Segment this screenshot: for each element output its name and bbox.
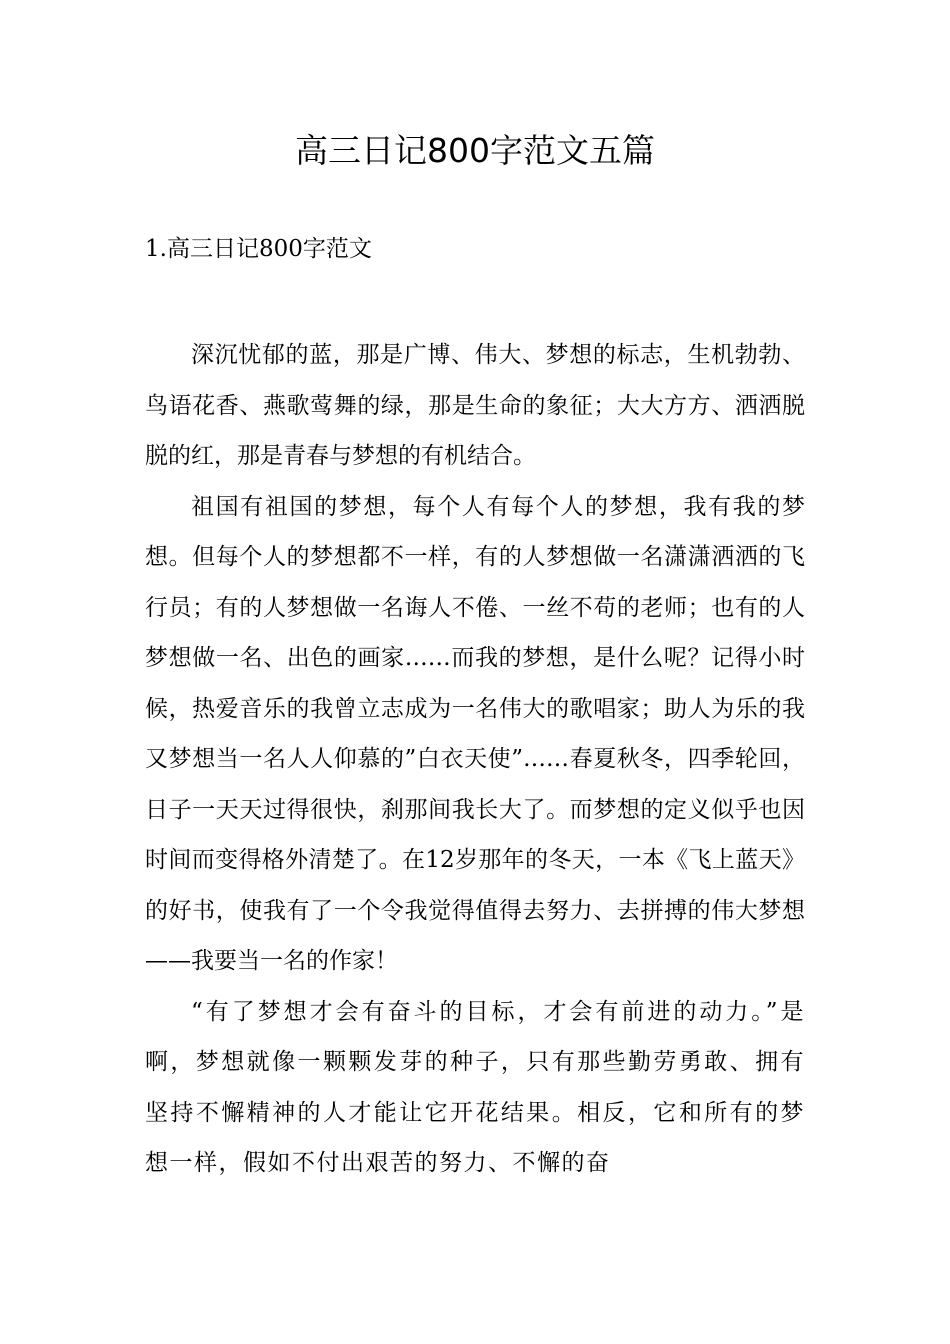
paragraph-1: 深沉忧郁的蓝，那是广博、伟大、梦想的标志，生机勃勃、鸟语花香、燕歌莺舞的绿，那是生命的象征；大大方方、洒洒脱脱的红，那是青春与梦想的有机结合。 — [145, 342, 805, 469]
paragraph-3: “有了梦想才会有奋斗的目标，才会有前进的动力。”是啊，梦想就像一颗颗发芽的种子，只有那些勤劳勇敢、拥有坚持不懈精神的人才能让它开花结果。相反，它和所有的梦想一样，假如不付出艰苦的努力、不懈的奋 — [145, 998, 805, 1176]
document-title: 高三日记800字范文五篇 — [295, 131, 655, 170]
document-body — [145, 330, 805, 1189]
section-heading: 1.高三日记800字范文 — [145, 236, 372, 262]
paragraph-2: 祖国有祖国的梦想，每个人有每个人的梦想，我有我的梦想。但每个人的梦想都不一样，有的人梦想做一名潇潇洒洒的飞行员；有的人梦想做一名诲人不倦、一丝不苟的老师；也有的人梦想做一名、出色的画家……而我的梦想，是什么呢？记得小时候，热爱音乐的我曾立志成为一名伟大的歌唱家；助人为乐的我又梦想当一名人人仰慕的”白衣天使”……春夏秋冬，四季轮回，日子一天天过得很快，刹那间我长大了。而梦想的定义似乎也因时间而变得格外清楚了。在12岁那年的冬天，一本《飞上蓝天》的好书，使我有了一个令我觉得值得去努力、去拼搏的伟大梦想——我要当一名的作家！ — [145, 493, 805, 974]
